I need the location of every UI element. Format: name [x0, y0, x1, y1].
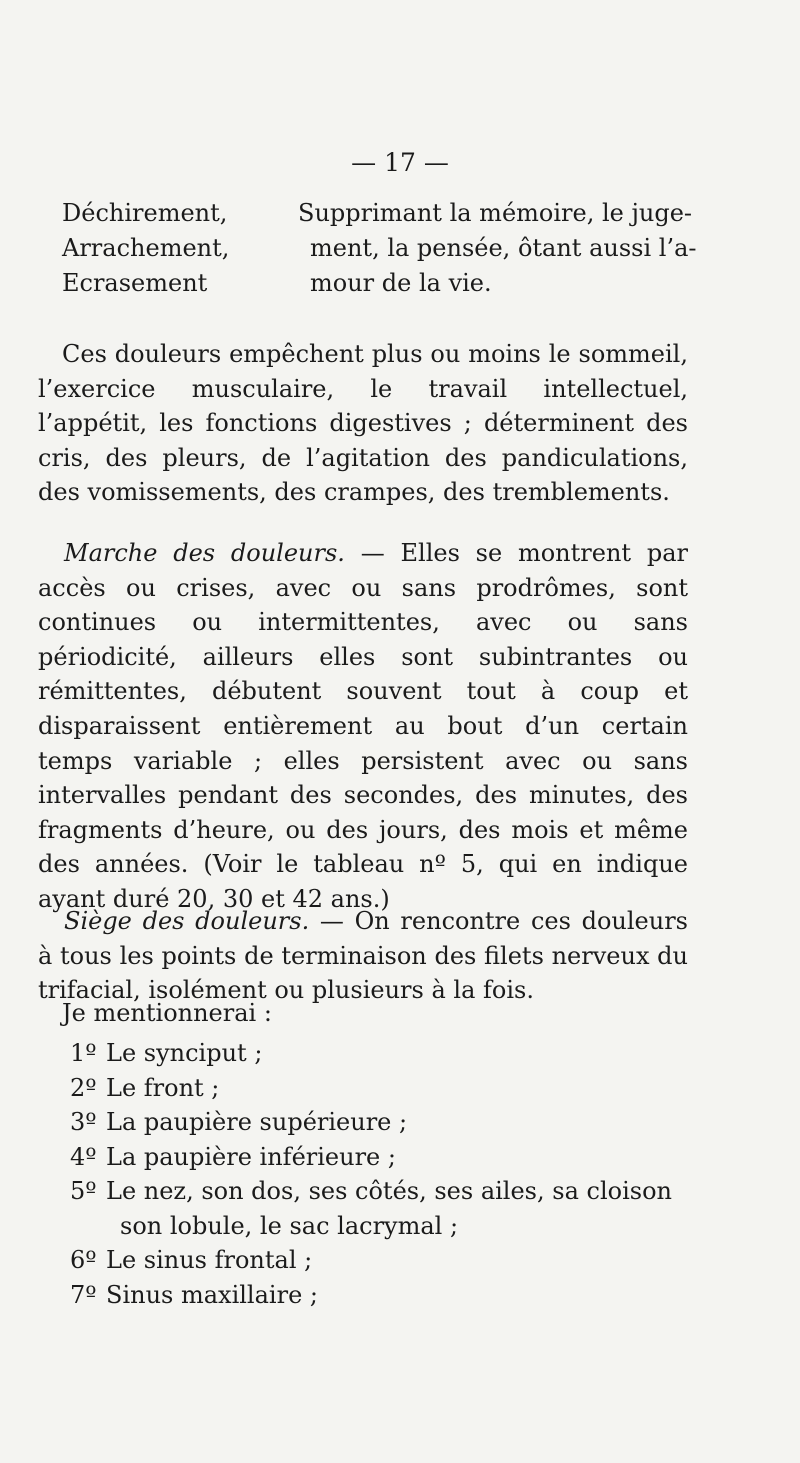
paragraph-pain-effects: Ces douleurs empêchent plus ou moins le sommeil, l’exercice musculaire, le travail intellectuel, l’appétit, les fonctions digestives ; déterminent des cris, des pleurs, de l’agitation des pandiculations, des vomissements, des crampes, des tremblements.	[38, 340, 688, 507]
list-item-content	[106, 1174, 690, 1243]
list-item-number: 4º	[70, 1142, 97, 1171]
list-item-number: 2º	[70, 1073, 97, 1102]
list-item	[70, 1243, 690, 1278]
list-item-number: 6º	[70, 1246, 97, 1274]
list-intro: Je mentionnerai :	[62, 999, 272, 1027]
left-column-line: Déchirement,	[62, 199, 228, 227]
left-column-list	[62, 196, 229, 301]
numbered-list	[70, 1036, 690, 1312]
section-heading-marche: Marche des douleurs.	[64, 539, 345, 567]
list-item	[70, 1071, 690, 1106]
list-item-text: Le synciput ;	[106, 1039, 263, 1067]
paragraph-pain-course	[38, 536, 688, 917]
list-item-number: 7º	[70, 1280, 97, 1309]
list-item-number: 3º	[70, 1108, 97, 1136]
list-item-text: Sinus maxillaire ;	[106, 1280, 318, 1309]
list-item-continuation: son lobule, le sac lacrymal ;	[120, 1211, 459, 1240]
list-item-text: Le nez, son dos, ses côtés, ses ailes, sa cloison	[106, 1177, 672, 1205]
paragraph-text: — On rencontre ces douleurs à tous les points de terminaison des filets nerveux du trifacial, isolément ou plusieurs à la fois.	[38, 907, 688, 1005]
list-item-text: La paupière inférieure ;	[106, 1142, 396, 1171]
right-column-line: mour de la vie.	[310, 269, 492, 297]
list-item-number: 1º	[70, 1039, 97, 1067]
paragraph-pain-location	[38, 904, 688, 1008]
left-column-line: Arrachement,	[62, 234, 230, 262]
paragraph-text: — Elles se montrent par accès ou crises, avec ou sans prodrômes, sont continues ou intermittentes, avec ou sans périodicité, ailleurs elles sont subintrantes ou rémittentes, débutent souvent tout à coup et disparaissent entièrement au bout d’un certain temps variable ; elles persistent avec ou sans intervalles pendant des secondes, des minutes, des fragments d’heure, ou des jours, des mois et même des années. (Voir le tableau nº 5, qui en indique ayant duré 20, 30 et 42 ans.)	[38, 539, 688, 913]
left-column-line: Ecrasement	[62, 269, 208, 297]
list-item	[70, 1278, 690, 1313]
right-column-text	[298, 196, 698, 301]
list-item-text: Le sinus frontal ;	[106, 1246, 313, 1274]
list-item	[70, 1140, 690, 1175]
list-item-text: La paupière supérieure ;	[106, 1108, 408, 1136]
list-item	[70, 1036, 690, 1071]
list-item	[70, 1174, 690, 1243]
section-heading-siege: Siège des douleurs.	[64, 907, 310, 935]
list-item-number: 5º	[70, 1177, 97, 1205]
page-number: — 17 —	[351, 148, 449, 177]
right-column-line: ment, la pensée, ôtant aussi l’a-	[310, 234, 697, 262]
right-column-line: Supprimant la mémoire, le juge-	[298, 199, 693, 227]
list-item	[70, 1105, 690, 1140]
list-item-text: Le front ;	[106, 1073, 220, 1102]
